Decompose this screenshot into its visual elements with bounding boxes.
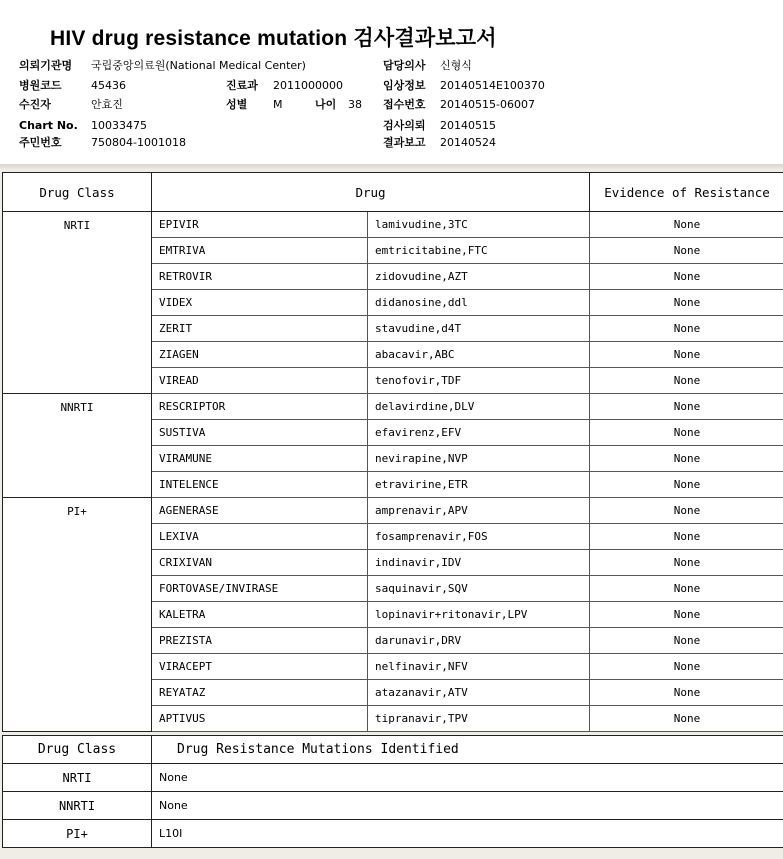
clinical-value: 20140514E100370 — [440, 79, 545, 92]
drug-brand-cell: ZIAGEN — [152, 342, 368, 368]
mutation-value: None — [152, 792, 783, 820]
header-shadow — [0, 164, 783, 170]
drug-generic-cell: efavirenz,EFV — [368, 420, 590, 446]
header-drug: Drug — [152, 173, 590, 212]
mutation-class: NNRTI — [3, 792, 152, 820]
evidence-cell: None — [590, 264, 783, 290]
drug-brand-cell: SUSTIVA — [152, 420, 368, 446]
evidence-cell: None — [590, 680, 783, 706]
evidence-cell: None — [590, 290, 783, 316]
age-value: 38 — [348, 98, 362, 111]
drug-class-cell: PI+ — [3, 498, 152, 732]
mutations-table — [2, 735, 783, 848]
patient-label: 수진자 — [19, 98, 51, 111]
evidence-cell: None — [590, 420, 783, 446]
evidence-cell: None — [590, 706, 783, 732]
receipt-label: 접수번호 — [383, 98, 426, 111]
rrn-label: 주민번호 — [19, 136, 62, 149]
report-header — [0, 0, 783, 164]
drug-brand-cell: KALETRA — [152, 602, 368, 628]
drug-brand-cell: CRIXIVAN — [152, 550, 368, 576]
hospital-code-label: 병원코드 — [19, 79, 62, 92]
drug-brand-cell: RETROVIR — [152, 264, 368, 290]
evidence-cell: None — [590, 368, 783, 394]
mutation-class: NRTI — [3, 764, 152, 792]
hospital-code-value: 45436 — [91, 79, 126, 92]
drug-brand-cell: VIRACEPT — [152, 654, 368, 680]
drug-generic-cell: indinavir,IDV — [368, 550, 590, 576]
drug-generic-cell: abacavir,ABC — [368, 342, 590, 368]
doctor-label: 담당의사 — [383, 59, 426, 72]
drug-brand-cell: FORTOVASE/INVIRASE — [152, 576, 368, 602]
evidence-cell: None — [590, 212, 783, 238]
drug-generic-cell: amprenavir,APV — [368, 498, 590, 524]
drug-brand-cell: LEXIVA — [152, 524, 368, 550]
drug-brand-cell: APTIVUS — [152, 706, 368, 732]
chart-label: Chart No. — [19, 119, 78, 132]
drug-generic-cell: nevirapine,NVP — [368, 446, 590, 472]
drug-class-cell: NNRTI — [3, 394, 152, 498]
report-value: 20140524 — [440, 136, 496, 149]
institution-label: 의뢰기관명 — [19, 59, 73, 72]
rrn-value: 750804-1001018 — [91, 136, 186, 149]
drug-brand-cell: VIDEX — [152, 290, 368, 316]
mutation-value: L10I — [152, 820, 783, 848]
drug-brand-cell: INTELENCE — [152, 472, 368, 498]
header-drug-class: Drug Class — [3, 173, 152, 212]
drug-generic-cell: tenofovir,TDF — [368, 368, 590, 394]
drug-generic-cell: didanosine,ddl — [368, 290, 590, 316]
mutation-row — [3, 764, 783, 792]
evidence-cell: None — [590, 472, 783, 498]
evidence-cell: None — [590, 238, 783, 264]
report-title: HIV drug resistance mutation 검사결과보고서 — [50, 27, 497, 50]
drug-generic-cell: etravirine,ETR — [368, 472, 590, 498]
dept-value: 2011000000 — [273, 79, 343, 92]
drug-class-cell: NRTI — [3, 212, 152, 394]
institution-value: 국립중앙의료원(National Medical Center) — [91, 59, 306, 72]
mutation-row — [3, 792, 783, 820]
evidence-cell: None — [590, 316, 783, 342]
drug-generic-cell: atazanavir,ATV — [368, 680, 590, 706]
request-value: 20140515 — [440, 119, 496, 132]
mutation-row — [3, 820, 783, 848]
drug-brand-cell: VIREAD — [152, 368, 368, 394]
clinical-label: 임상정보 — [383, 79, 426, 92]
sex-value: M — [273, 98, 283, 111]
drug-brand-cell: VIRAMUNE — [152, 446, 368, 472]
drug-resistance-table — [2, 172, 783, 732]
evidence-cell: None — [590, 342, 783, 368]
patient-value: 안효진 — [91, 98, 123, 111]
evidence-cell: None — [590, 628, 783, 654]
drug-brand-cell: RESCRIPTOR — [152, 394, 368, 420]
drug-generic-cell: zidovudine,AZT — [368, 264, 590, 290]
drug-generic-cell: tipranavir,TPV — [368, 706, 590, 732]
doctor-value: 신형식 — [440, 59, 472, 72]
header-evidence: Evidence of Resistance — [590, 173, 783, 212]
drug-brand-cell: EMTRIVA — [152, 238, 368, 264]
sex-label: 성별 — [226, 98, 248, 111]
drug-generic-cell: darunavir,DRV — [368, 628, 590, 654]
drug-brand-cell: REYATAZ — [152, 680, 368, 706]
report-label: 결과보고 — [383, 136, 426, 149]
chart-value: 10033475 — [91, 119, 147, 132]
drug-generic-cell: nelfinavir,NFV — [368, 654, 590, 680]
evidence-cell: None — [590, 394, 783, 420]
mut-header-drug-class: Drug Class — [3, 736, 152, 764]
drug-brand-cell: ZERIT — [152, 316, 368, 342]
drug-row — [3, 498, 783, 524]
mut-header-mutations: Drug Resistance Mutations Identified — [152, 736, 783, 764]
evidence-cell: None — [590, 654, 783, 680]
drug-row — [3, 212, 783, 238]
evidence-cell: None — [590, 550, 783, 576]
evidence-cell: None — [590, 446, 783, 472]
evidence-cell: None — [590, 602, 783, 628]
drug-generic-cell: saquinavir,SQV — [368, 576, 590, 602]
drug-generic-cell: lopinavir+ritonavir,LPV — [368, 602, 590, 628]
evidence-cell: None — [590, 576, 783, 602]
drug-brand-cell: PREZISTA — [152, 628, 368, 654]
receipt-value: 20140515-06007 — [440, 98, 535, 111]
age-label: 나이 — [315, 98, 337, 111]
drug-generic-cell: emtricitabine,FTC — [368, 238, 590, 264]
mutation-class: PI+ — [3, 820, 152, 848]
drug-brand-cell: EPIVIR — [152, 212, 368, 238]
drug-generic-cell: lamivudine,3TC — [368, 212, 590, 238]
drug-brand-cell: AGENERASE — [152, 498, 368, 524]
drug-generic-cell: delavirdine,DLV — [368, 394, 590, 420]
dept-label: 진료과 — [226, 79, 258, 92]
drug-generic-cell: stavudine,d4T — [368, 316, 590, 342]
drug-generic-cell: fosamprenavir,FOS — [368, 524, 590, 550]
request-label: 검사의뢰 — [383, 119, 426, 132]
evidence-cell: None — [590, 524, 783, 550]
evidence-cell: None — [590, 498, 783, 524]
mutation-value: None — [152, 764, 783, 792]
drug-row — [3, 394, 783, 420]
